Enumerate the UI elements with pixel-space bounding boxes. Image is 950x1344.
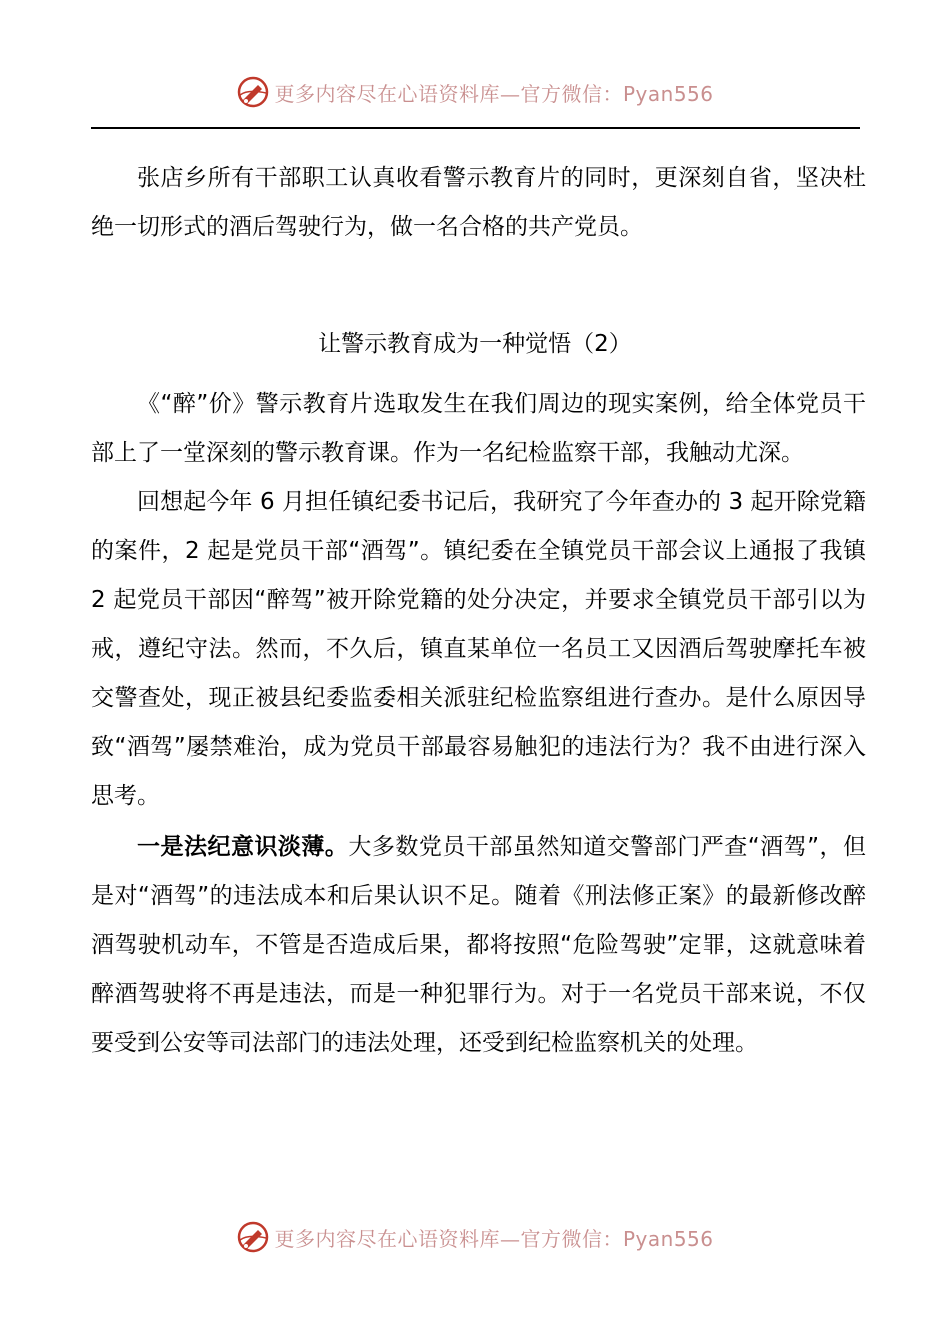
- header-banner-text: 更多内容尽在心语资料库—官方微信：Pyan556: [274, 81, 714, 106]
- footer-banner-text: 更多内容尽在心语资料库—官方微信：Pyan556: [274, 1226, 714, 1251]
- paragraph-reflection: 回想起今年 6 月担任镇纪委书记后，我研究了今年查办的 3 起开除党籍的案件，2 起是党员干部“酒驾”。镇纪委在全镇党员干部会议上通报了我镇 2 起党员干部因“醉驾”被开除党籍的处分决定，并要求全镇党员干部引以为戒，遵纪守法。然而，不久后，镇直某单位一名员工又因酒后驾驶摩托车被交警查处，现正被县纪委监委相关派驻纪检监察组进行查办。是什么原因导致“酒驾”屡禁难治，成为党员干部最容易触犯的违法行为？我不由进行深入思考。: [91, 489, 866, 809]
- pen-logo-icon: [236, 75, 270, 109]
- point-one-lead: 一是法纪意识淡薄。: [137, 834, 349, 860]
- section-heading: 让警示教育成为一种觉悟（2）: [318, 331, 632, 357]
- header-watermark-banner: [0, 72, 950, 112]
- paragraph-intro: 张店乡所有干部职工认真收看警示教育片的同时，更深刻自省，坚决杜绝一切形式的酒后驾驶行为，做一名合格的共产党员。: [91, 165, 866, 240]
- pen-logo-icon: [236, 1220, 270, 1254]
- paragraph-film-intro: 《“醉”价》警示教育片选取发生在我们周边的现实案例，给全体党员干部上了一堂深刻的警示教育课。作为一名纪检监察干部，我触动尤深。: [91, 391, 866, 466]
- point-one-body: 大多数党员干部虽然知道交警部门严查“酒驾”，但是对“酒驾”的违法成本和后果认识不足。随着《刑法修正案》的最新修改醉酒驾驶机动车，不管是否造成后果，都将按照“危险驾驶”定罪，这就意味着醉酒驾驶将不再是违法，而是一种犯罪行为。对于一名党员干部来说，不仅要受到公安等司法部门的违法处理，还受到纪检监察机关的处理。: [91, 834, 866, 1056]
- paragraph-point-one: [91, 823, 866, 1068]
- footer-watermark-banner: [0, 1217, 950, 1257]
- header-divider: [91, 127, 860, 129]
